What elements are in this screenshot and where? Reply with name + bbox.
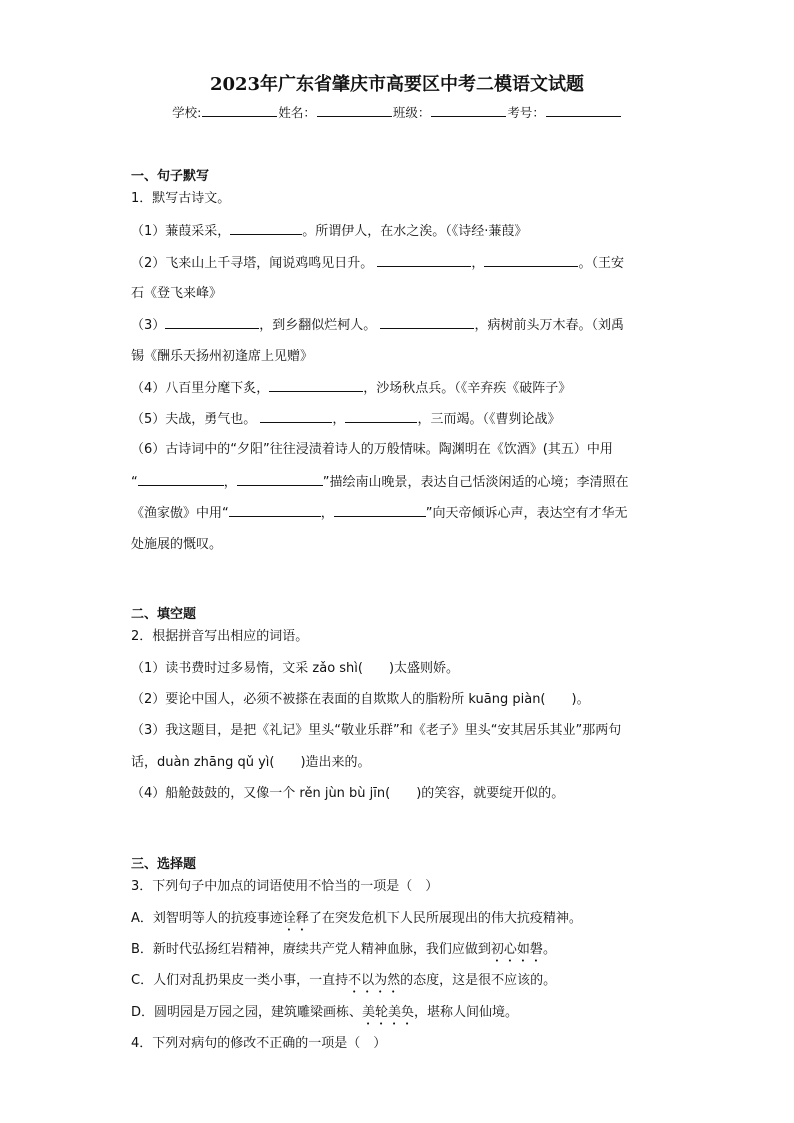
question-1: 1．默写古诗文。	[131, 191, 231, 206]
section-heading-fill-in: 二、填空题	[131, 607, 197, 622]
answer-blank[interactable]	[260, 410, 332, 423]
q1-line-2-cont: 石《登飞来峰》	[131, 286, 223, 301]
answer-blank[interactable]	[165, 316, 259, 329]
name-label: 姓名：	[278, 105, 316, 120]
section-heading-recitation: 一、句子默写	[131, 169, 210, 184]
q1-line-6: （6）古诗词中的“夕阳”往往浸渍着诗人的万般情味。陶渊明在《饮酒》(其五）中用	[131, 442, 613, 457]
exam-no-label: 考号：	[507, 105, 545, 120]
option-b: B．新时代弘扬红岩精神，赓续共产党人精神血脉，我们应做到初心如磐。	[131, 942, 556, 957]
name-blank[interactable]	[317, 104, 392, 117]
answer-blank[interactable]	[345, 410, 417, 423]
student-info-line	[0, 103, 794, 121]
q1-line-3: （3） ，到乡翻似烂柯人。 ，病树前头万木春。（刘禹	[131, 318, 624, 333]
class-label: 班级：	[392, 105, 431, 120]
dotted-word: 初心如磐	[490, 942, 543, 957]
q1-line-4: （4）八百里分麾下炙， ，沙场秋点兵。（《辛弃疾《破阵子》	[131, 381, 572, 396]
class-blank[interactable]	[431, 104, 506, 117]
dotted-word: 不以为然	[348, 973, 401, 988]
school-blank[interactable]	[202, 104, 277, 117]
answer-blank[interactable]	[229, 504, 321, 517]
q1-line-6-cont-3: 处施展的慨叹。	[131, 537, 223, 552]
q1-line-6-cont-2: 《渔家傲》中用“ ， ”向天帝倾诉心声，表达空有才华无	[131, 506, 628, 521]
answer-blank[interactable]	[138, 473, 224, 486]
answer-blank[interactable]	[484, 254, 578, 267]
exam-no-blank[interactable]	[546, 104, 621, 117]
q1-line-1: （1）蒹葭采采， 。所谓伊人，在水之涘。（《诗经·蒹葭》	[131, 224, 528, 239]
q2-line-4: （4）船舱鼓鼓的，又像一个 rěn jùn bù jīn( )的笑容，就要绽开似的。	[131, 786, 565, 801]
q1-line-3-cont: 锡《酬乐天扬州初逢席上见赠》	[131, 349, 314, 364]
school-label: 学校:	[172, 105, 202, 120]
answer-blank[interactable]	[237, 473, 323, 486]
answer-blank[interactable]	[230, 222, 302, 235]
exam-title: 2023年广东省肇庆市高要区中考二模语文试题	[209, 74, 585, 95]
question-3: 3．下列句子中加点的词语使用不恰当的一项是（ ）	[131, 879, 439, 894]
answer-blank[interactable]	[377, 254, 471, 267]
question-4: 4．下列对病句的修改不正确的一项是（ ）	[131, 1036, 387, 1051]
q2-line-3-cont: 话，duàn zhāng qǔ yì( )造出来的。	[131, 755, 371, 770]
answer-blank[interactable]	[380, 316, 474, 329]
answer-blank[interactable]	[269, 379, 363, 392]
dotted-word: 美轮美奂	[362, 1005, 415, 1020]
q1-line-6-cont-1: “ ， ”描绘南山晚景，表达自己恬淡闲适的心境；李清照在	[131, 475, 629, 490]
dotted-word: 诠释	[282, 911, 309, 926]
answer-blank[interactable]	[334, 504, 426, 517]
q1-line-2: （2）飞来山上千寻塔，闻说鸡鸣见日升。 ， 。（王安	[131, 256, 624, 271]
q2-line-3: （3）我这题目，是把《礼记》里头“敬业乐群”和《老子》里头“安其居乐其业”那两句	[131, 723, 622, 738]
section-heading-choice: 三、选择题	[131, 857, 197, 872]
q2-line-2: （2）要论中国人，必须不被搽在表面的自欺欺人的脂粉所 kuāng piàn( )。	[131, 692, 590, 707]
question-2: 2．根据拼音写出相应的词语。	[131, 629, 309, 644]
option-a: A．刘智明等人的抗疫事迹诠释了在突发危机下人民所展现出的伟大抗疫精神。	[131, 911, 582, 926]
q2-line-1: （1）读书费时过多易惰，文采 zǎo shì( )太盛则娇。	[131, 661, 460, 676]
q1-line-5: （5）夫战，勇气也。 ， ，三而竭。（《曹刿论战》	[131, 412, 561, 427]
option-d: D．圆明园是万园之园，建筑雕梁画栋、美轮美奂，堪称人间仙境。	[131, 1005, 519, 1020]
option-c: C．人们对乱扔果皮一类小事，一直持不以为然的态度，这是很不应该的。	[131, 973, 557, 988]
